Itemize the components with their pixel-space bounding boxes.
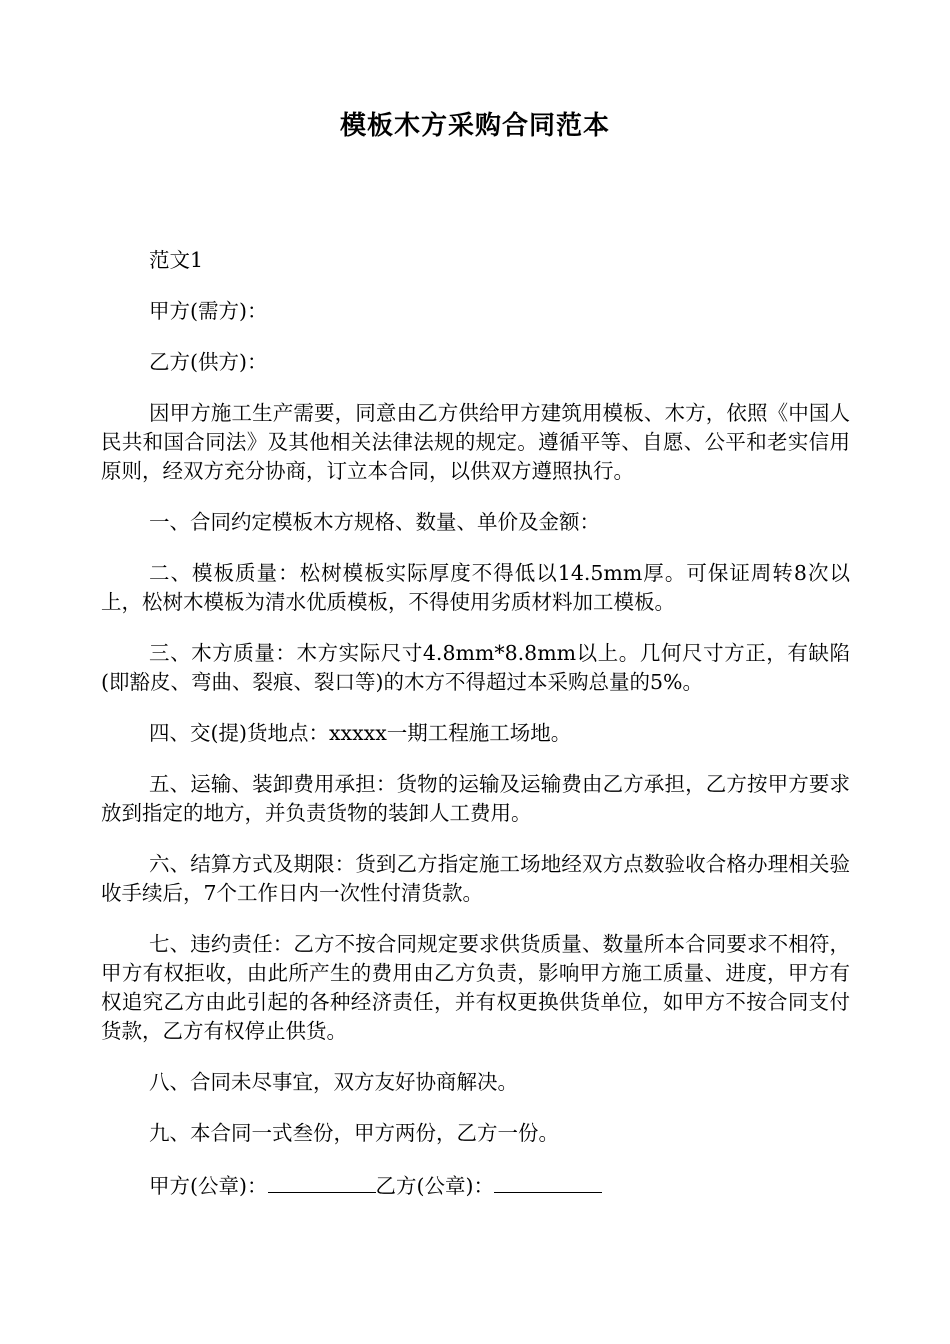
- clause-5: 五、运输、装卸费用承担：货物的运输及运输费由乙方承担，乙方按甲方要求放到指定的地方，并负责货物的装卸人工费用。: [101, 772, 850, 825]
- preamble-paragraph: 因甲方施工生产需要，同意由乙方供给甲方建筑用模板、木方，依照《中国人民共和国合同法》及其他相关法律法规的规定。遵循平等、自愿、公平和老实信用原则，经双方充分协商，订立本合同，以供双方遵照执行。: [101, 401, 850, 483]
- clause-1: 一、合同约定模板木方规格、数量、单价及金额：: [149, 510, 600, 534]
- party-b-seal-label: 乙方(公章)：: [375, 1174, 494, 1198]
- party-a-seal-label: 甲方(公章)：: [149, 1174, 268, 1198]
- clause-2: 二、模板质量：松树模板实际厚度不得低以14.5mm厚。可保证周转8次以上，松树木模板为清水优质模板，不得使用劣质材料加工模板。: [101, 561, 850, 614]
- clause-4: 四、交(提)货地点：xxxxx一期工程施工场地。: [149, 721, 572, 745]
- party-a-seal-blank: [268, 1170, 376, 1193]
- party-b-line: 乙方(供方)：: [149, 350, 268, 374]
- party-a-line: 甲方(需方)：: [149, 299, 268, 323]
- document-title: 模板木方采购合同范本: [339, 111, 610, 141]
- clause-9: 九、本合同一式叁份，甲方两份，乙方一份。: [149, 1121, 559, 1145]
- clause-7: 七、违约责任：乙方不按合同规定要求供货质量、数量所本合同要求不相符，甲方有权拒收，由此所产生的费用由乙方负责，影响甲方施工质量、进度，甲方有权追究乙方由此引起的各种经济责任，并有权更换供货单位，如甲方不按合同支付货款，乙方有权停止供货。: [101, 932, 850, 1043]
- document-body: [101, 246, 850, 1201]
- clause-3: 三、木方质量：木方实际尺寸4.8mm*8.8mm以上。几何尺寸方正，有缺陷(即豁皮、弯曲、裂痕、裂口等)的木方不得超过本采购总量的5%。: [101, 641, 850, 694]
- signature-line: [101, 1170, 850, 1201]
- party-b-seal-blank: [494, 1170, 602, 1193]
- clause-6: 六、结算方式及期限：货到乙方指定施工场地经双方点数验收合格办理相关验收手续后，7个工作日内一次性付清货款。: [101, 852, 850, 905]
- sample-heading: 范文1: [149, 248, 204, 272]
- clause-8: 八、合同未尽事宜，双方友好协商解决。: [149, 1070, 518, 1094]
